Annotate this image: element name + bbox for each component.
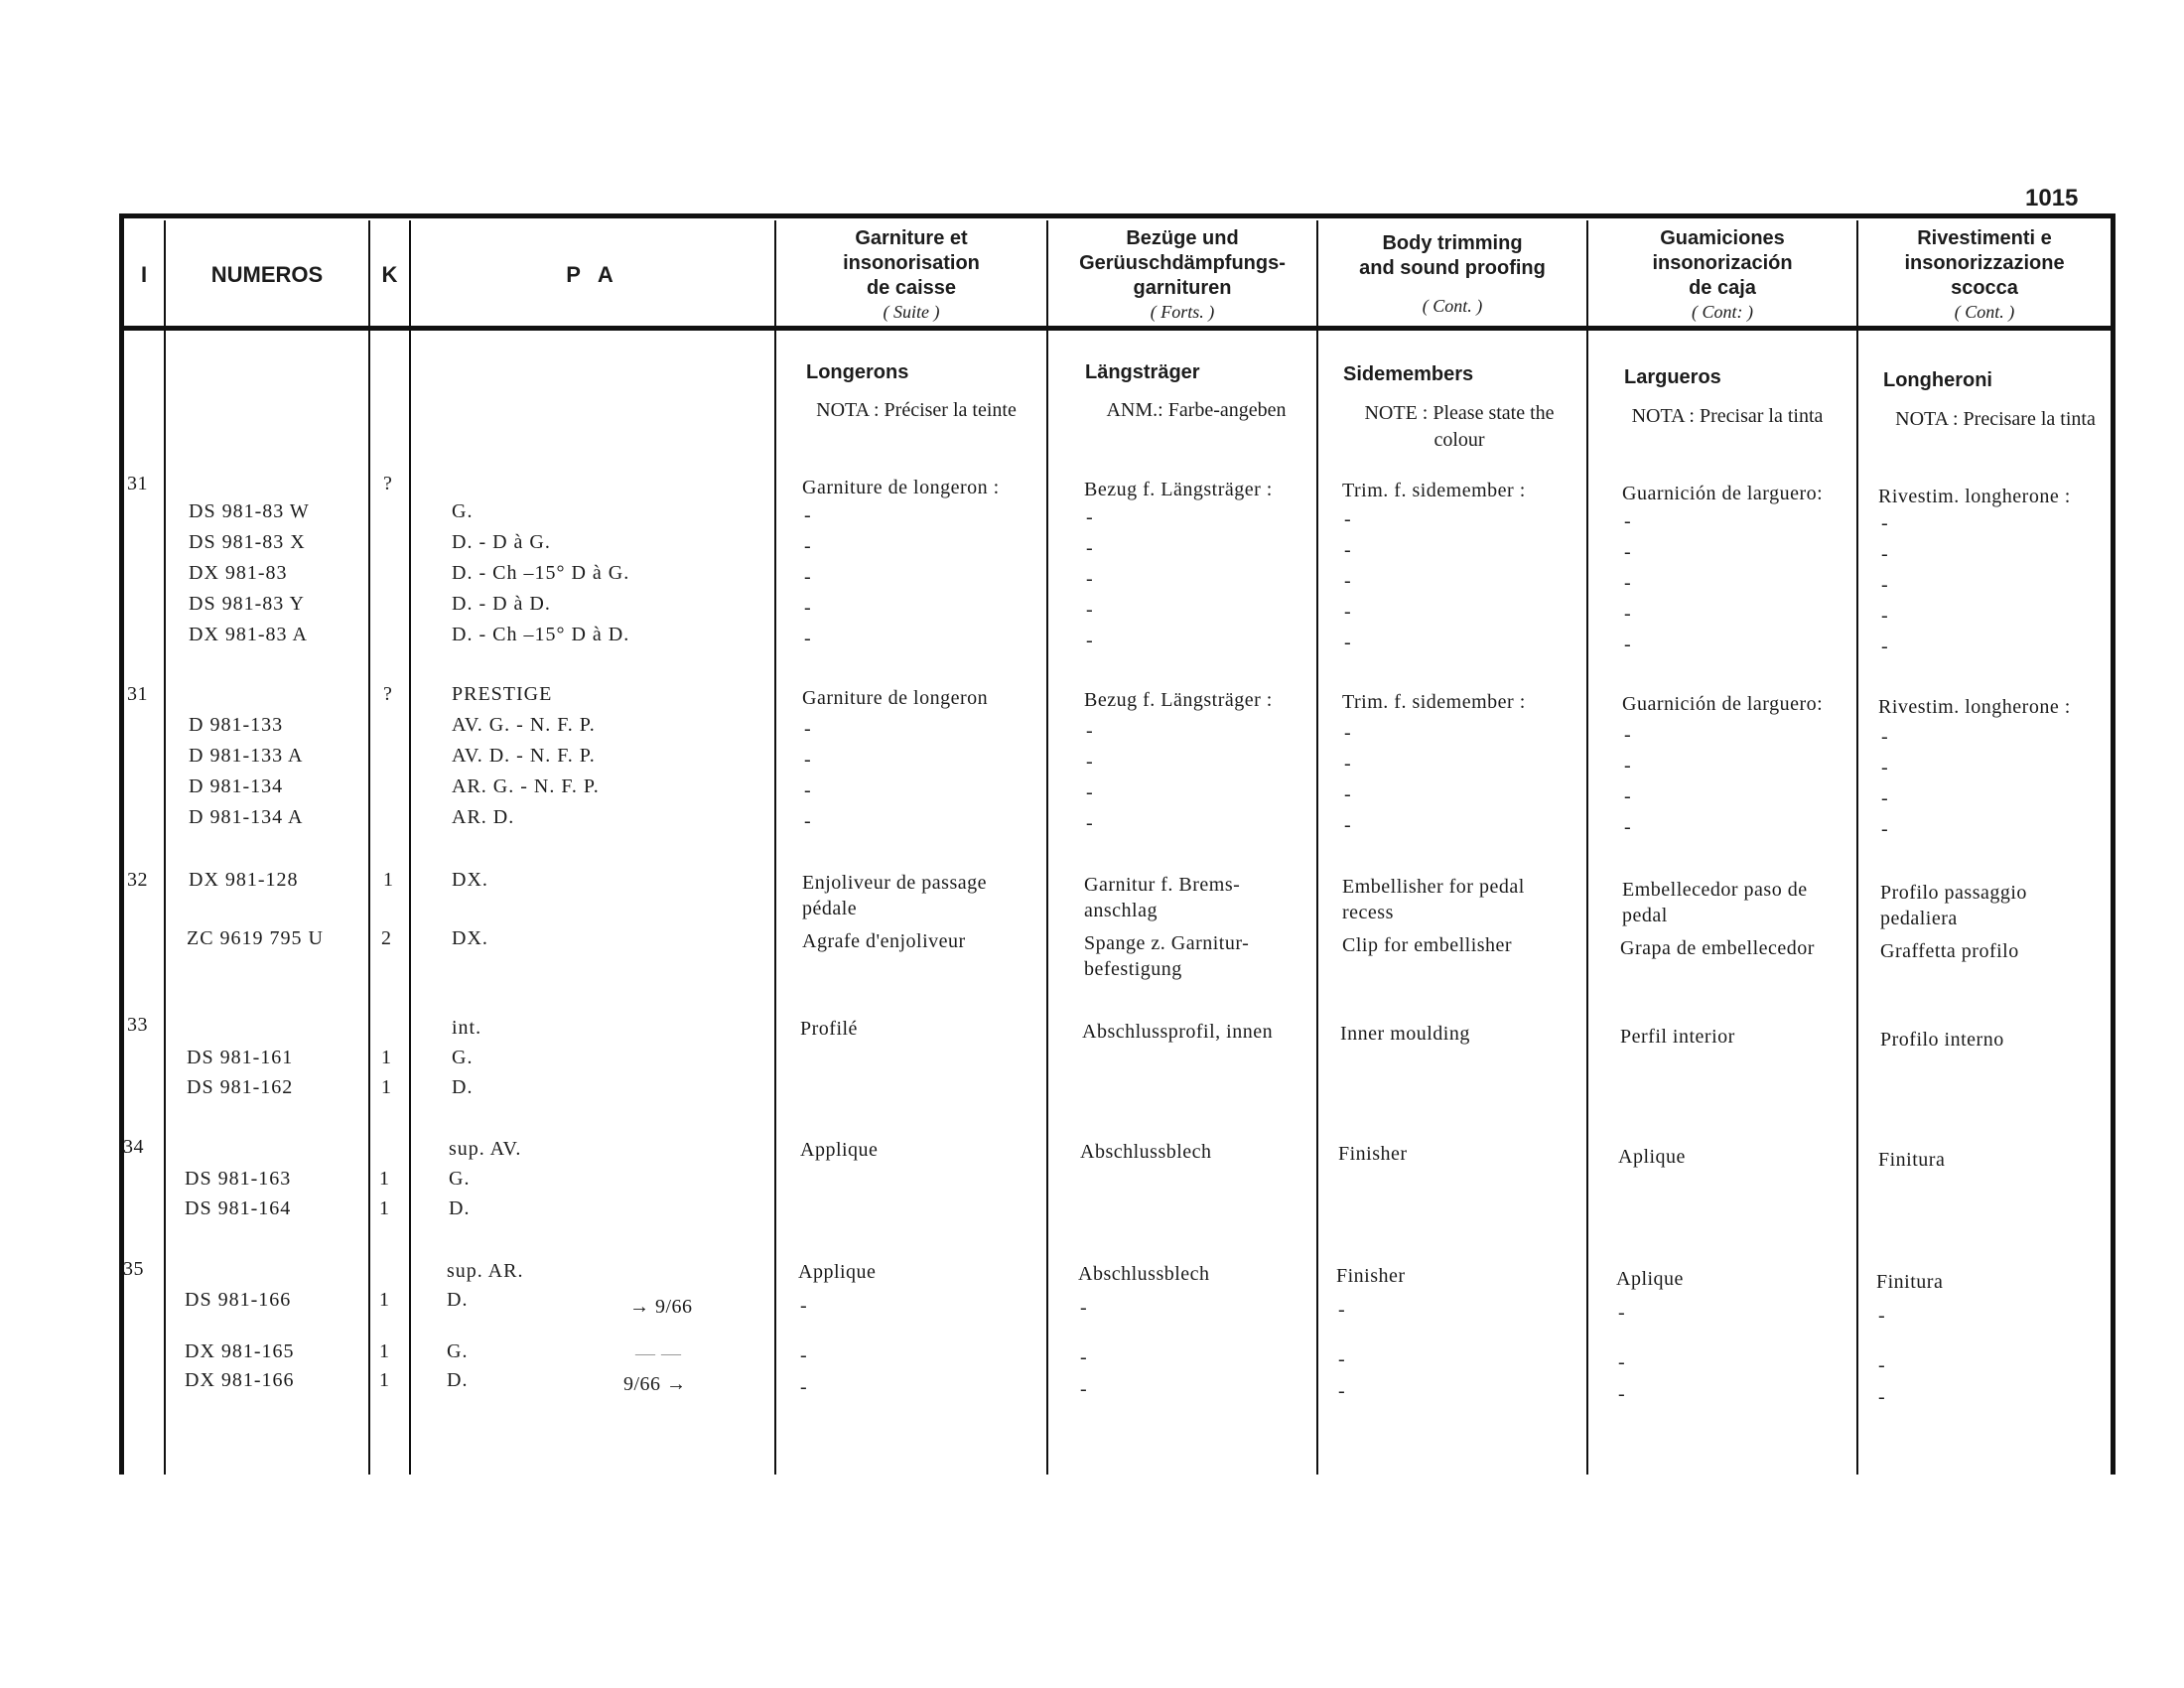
section-title-de: Längsträger [1085,361,1200,383]
desc-en: Embellisher for pedal recess [1342,876,1525,923]
desc-es: Perfil interior [1620,1026,1735,1048]
dash-en: - [1338,1348,1346,1370]
pa-value: AR. G. - N. F. P. [452,775,600,797]
dash-it: - [1881,635,1889,657]
dash-fr: - [804,628,812,649]
k-value: 1 [379,1197,390,1219]
part-number: DS 981-161 [187,1047,294,1068]
header-col-es [1588,220,1856,328]
k-value: 1 [381,1047,392,1068]
desc-es: Aplique [1616,1268,1684,1290]
dash-de: - [1086,812,1094,834]
desc-de: Bezug f. Längsträger : [1084,689,1273,711]
dash-en: - [1344,632,1352,653]
header-de-line: Bezüge und [1126,226,1239,249]
dash-de: - [1086,751,1094,773]
part-number: DS 981-83 Y [189,593,305,615]
k-value: 1 [379,1369,390,1391]
dash-it: - [1878,1386,1886,1408]
header-de-line: garnituren [1133,276,1232,299]
header-fr-line: insonorisation [843,251,980,274]
k-value: ? [383,473,393,494]
pa-value: D. - D à G. [452,531,551,553]
k-value: 1 [383,869,394,891]
header-col-en [1318,220,1586,328]
dash-es: - [1624,510,1632,532]
column-rule [2111,213,2116,1475]
header-es-sub: ( Cont: ) [1692,301,1753,322]
pa-value: D. - Ch –15° D à D. [452,624,630,645]
pa-value: D. [452,1076,474,1098]
desc-it: Rivestim. longherone : [1878,486,2071,507]
dash-fr: - [804,535,812,557]
dash-it: - [1881,543,1889,565]
header-de-line: Gerüuschdämpfungs- [1079,251,1286,274]
dash-fr: - [804,749,812,771]
desc-es: Embellecedor paso de pedal [1622,879,1808,926]
dash-de: - [1086,720,1094,742]
dash-de: - [1086,630,1094,651]
pa-value: G. [449,1168,471,1190]
dash-en: - [1344,601,1352,623]
dash-en: - [1344,722,1352,744]
header-it-sub: ( Cont. ) [1954,301,2015,322]
k-value: ? [383,683,393,705]
desc-fr: Garniture de longeron : [802,477,1000,498]
pa-value: AR. D. [452,806,515,828]
desc-it: Profilo passaggio pedaliera [1880,882,2027,929]
section-note-de: ANM.: Farbe-angeben [1106,399,1287,421]
column-rule [774,220,776,1475]
section-title-es: Largueros [1624,366,1721,388]
dash-it: - [1881,726,1889,748]
pa-value: D. [447,1369,469,1391]
column-rule [164,220,166,1475]
part-number: DS 981-83 X [189,531,306,553]
part-number: D 981-134 [189,775,284,797]
header-col-i: I [140,261,148,287]
header-es-line: Guamiciones [1660,226,1785,249]
desc-de: Abschlussprofil, innen [1082,1021,1274,1043]
desc-fr: Applique [798,1261,877,1283]
header-col-it [1858,220,2111,328]
item-number: 35 [123,1258,144,1280]
desc-fr: Profilé [800,1018,858,1040]
dash-en: - [1344,753,1352,774]
pa-value: G. [447,1340,469,1362]
dash-fr: - [804,718,812,740]
desc-es: Guarnición de larguero: [1622,483,1824,504]
pa-value: D. [449,1197,471,1219]
dash-en: - [1344,570,1352,592]
part-number: DX 981-83 [189,562,288,584]
desc-en: Trim. f. sidemember : [1342,691,1526,713]
desc-en: Clip for embellisher [1342,934,1513,956]
part-number: DS 981-164 [185,1197,292,1219]
column-rule [1856,220,1858,1475]
dash-fr: - [800,1295,808,1317]
dash-es: - [1624,755,1632,776]
desc-en: Finisher [1338,1143,1408,1165]
dash-en: - [1344,814,1352,836]
part-number: DS 981-166 [185,1289,292,1311]
dash-de: - [1086,599,1094,621]
desc-es: Grapa de embellecedor [1620,937,1815,959]
desc-fr: Garniture de longeron [802,687,989,709]
pa-value: int. [452,1017,482,1039]
k-value: 1 [379,1289,390,1311]
dash-de: - [1080,1378,1088,1400]
dash-it: - [1881,787,1889,809]
dash-fr: - [804,810,812,832]
item-number: 31 [127,683,148,705]
header-col-fr [776,220,1046,328]
pa-value: PRESTIGE [452,683,553,705]
dash-it: - [1881,574,1889,596]
dash-es: - [1618,1383,1626,1405]
desc-it: Graffetta profilo [1880,940,2019,962]
desc-de: Spange z. Garnitur- befestigung [1084,932,1250,980]
part-number: DX 981-165 [185,1340,295,1362]
date-note: → 9/66 [629,1296,693,1318]
item-number: 31 [127,473,148,494]
section-note-en: NOTE : Please state the colour [1364,402,1555,451]
desc-it: Finitura [1878,1149,1946,1171]
header-en-line: and sound proofing [1359,257,1546,279]
header-col-numeros: NUMEROS [210,261,324,287]
dash-fr: - [800,1376,808,1398]
part-number: DS 981-163 [185,1168,292,1190]
header-col-k: K [381,261,398,287]
column-rule [368,220,370,1475]
desc-de: Garnitur f. Brems- anschlag [1084,874,1241,921]
dash-de: - [1080,1297,1088,1319]
dash-es: - [1624,603,1632,625]
part-number: DX 981-166 [185,1369,295,1391]
dash-es: - [1618,1351,1626,1373]
desc-de: Abschlussblech [1080,1141,1212,1163]
header-it-line: insonorizzazione [1904,251,2065,274]
part-number: DS 981-83 W [189,500,310,522]
dash-en: - [1338,1380,1346,1402]
dash-de: - [1086,506,1094,528]
dash-es: - [1618,1302,1626,1324]
desc-en: Trim. f. sidemember : [1342,480,1526,501]
header-it-line: scocca [1951,276,2018,299]
pa-value: sup. AV. [449,1138,522,1160]
desc-es: Guarnición de larguero: [1622,693,1824,715]
part-number: D 981-134 A [189,806,304,828]
pa-value: G. [452,500,474,522]
part-number: D 981-133 [189,714,284,736]
dash-it: - [1878,1305,1886,1327]
desc-it: Profilo interno [1880,1029,2004,1051]
dash-it: - [1881,605,1889,627]
dash-es: - [1624,724,1632,746]
header-fr-line: de caisse [866,276,957,299]
header-it-line: Rivestimenti e [1917,226,2052,249]
dash-fr: - [804,504,812,526]
pa-value: G. [452,1047,474,1068]
section-title-fr: Longerons [806,361,909,383]
item-number: 34 [123,1136,144,1158]
pa-value: AV. D. - N. F. P. [452,745,596,767]
header-col-de [1048,220,1316,328]
header-es-line: de caja [1689,276,1756,299]
dash-es: - [1624,541,1632,563]
dash-fr: - [804,597,812,619]
dash-de: - [1086,537,1094,559]
column-rule [1046,220,1048,1475]
dash-de: - [1086,568,1094,590]
header-es-line: insonorización [1652,251,1793,274]
date-note: — — [635,1342,682,1364]
k-value: 2 [381,927,392,949]
item-number: 32 [127,869,148,891]
dash-en: - [1344,539,1352,561]
part-number: DX 981-83 A [189,624,308,645]
dash-fr: - [804,566,812,588]
date-note: 9/66 → [623,1373,687,1395]
dash-de: - [1086,781,1094,803]
page-number: 1015 [2025,185,2079,211]
desc-es: Aplique [1618,1146,1686,1168]
part-number: ZC 9619 795 U [187,927,324,949]
dash-en: - [1344,508,1352,530]
table-top-rule [121,213,2075,218]
dash-de: - [1080,1346,1088,1368]
part-number: DS 981-162 [187,1076,294,1098]
k-value: 1 [381,1076,392,1098]
pa-value: D. [447,1289,469,1311]
column-rule [1316,220,1318,1475]
column-rule [119,213,124,1475]
header-fr-line: Garniture et [855,226,968,249]
desc-it: Finitura [1876,1271,1944,1293]
desc-fr: Enjoliveur de passage pédale [802,872,987,919]
section-title-it: Longheroni [1883,369,1992,391]
section-note-fr: NOTA : Préciser la teinte [816,399,1017,421]
part-number: DX 981-128 [189,869,299,891]
desc-de: Abschlussblech [1078,1263,1210,1285]
section-note-it: NOTA : Precisare la tinta [1895,408,2096,430]
dash-it: - [1881,757,1889,778]
section-note-es: NOTA : Precisar la tinta [1631,405,1824,427]
dash-es: - [1624,633,1632,655]
section-title-en: Sidemembers [1343,363,1474,385]
item-number: 33 [127,1014,148,1036]
pa-value: D. - D à D. [452,593,551,615]
desc-it: Rivestim. longherone : [1878,696,2071,718]
dash-en: - [1338,1299,1346,1321]
dash-fr: - [800,1344,808,1366]
pa-value: sup. AR. [447,1260,524,1282]
pa-value: DX. [452,869,488,891]
desc-en: Inner moulding [1340,1023,1470,1045]
header-en-sub: ( Cont. ) [1422,296,1483,316]
column-rule [409,220,411,1475]
header-de-sub: ( Forts. ) [1150,301,1215,322]
desc-fr: Applique [800,1139,879,1161]
desc-fr: Agrafe d'enjoliveur [802,930,966,952]
header-en-line: Body trimming [1382,232,1523,254]
dash-en: - [1344,783,1352,805]
k-value: 1 [379,1340,390,1362]
pa-value: D. - Ch –15° D à G. [452,562,630,584]
pa-value: AV. G. - N. F. P. [452,714,596,736]
dash-es: - [1624,816,1632,838]
desc-de: Bezug f. Längsträger : [1084,479,1273,500]
table-top-rule [2073,213,2113,218]
pa-value: DX. [452,927,488,949]
dash-it: - [1881,512,1889,534]
dash-it: - [1878,1354,1886,1376]
column-rule [1586,220,1588,1475]
desc-en: Finisher [1336,1265,1406,1287]
header-fr-sub: ( Suite ) [883,301,940,322]
k-value: 1 [379,1168,390,1190]
dash-it: - [1881,818,1889,840]
dash-es: - [1624,572,1632,594]
part-number: D 981-133 A [189,745,304,767]
dash-fr: - [804,779,812,801]
header-col-pa: P A [566,261,619,287]
dash-es: - [1624,785,1632,807]
